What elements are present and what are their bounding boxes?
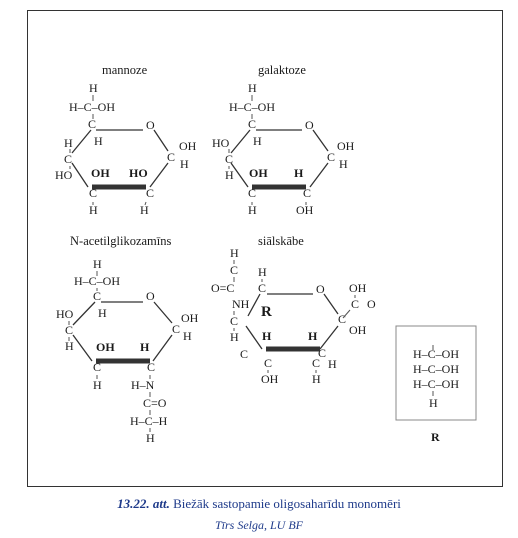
galaktoze-h1: H — [248, 81, 257, 95]
nacetil-oh-mid: OH — [96, 340, 115, 354]
mannoze-hbr: H — [140, 203, 149, 217]
mannoze-cr: C — [167, 150, 176, 164]
mannoze-structure — [55, 63, 197, 217]
galaktoze-ohb: OH — [296, 203, 314, 217]
nacetil-ring-o: O — [146, 289, 155, 303]
r-group-row-2: H–C–OH — [413, 362, 460, 376]
galaktoze-ring-o: O — [305, 118, 314, 132]
mannoze-hr: H — [180, 157, 189, 171]
nacetil-hr: H — [183, 329, 192, 343]
sialskabe-cr: C — [338, 312, 347, 326]
nacetil-label: N-acetilglikozamīns — [70, 234, 172, 248]
sialskabe-oh-right: OH — [349, 323, 367, 337]
galaktoze-ho: HO — [212, 136, 230, 150]
sialskabe-c-b2: C — [312, 356, 321, 370]
galaktoze-hcoh: H–C–OH — [229, 100, 276, 114]
galaktoze-h-mid: H — [294, 166, 304, 180]
r-group-bottom-h: H — [429, 396, 438, 410]
nacetil-ho: HO — [56, 307, 74, 321]
galaktoze-hbl: H — [248, 203, 257, 217]
mannoze-h1: H — [89, 81, 98, 95]
mannoze-cbl: C — [89, 186, 98, 200]
galaktoze-oh-right: OH — [337, 139, 355, 153]
nacetil-c1: C — [93, 289, 102, 303]
figure-caption — [0, 496, 518, 512]
mannoze-hc: H — [64, 136, 73, 150]
galaktoze-cbr: C — [303, 186, 312, 200]
mannoze-oh-left: OH — [91, 166, 110, 180]
mannoze-h2: H — [94, 134, 103, 148]
mannoze-hcoh: H–C–OH — [69, 100, 116, 114]
mannoze-c1: C — [88, 117, 97, 131]
r-group — [396, 326, 476, 444]
sialskabe-label: siālskābe — [258, 234, 304, 248]
sialskabe-c-bl: C — [240, 347, 249, 361]
mannoze-cl: C — [64, 152, 73, 166]
sialskabe-ctl: C — [258, 281, 267, 295]
sialskabe-oh-b1: OH — [261, 372, 279, 386]
galaktoze-c1: C — [248, 117, 257, 131]
nacetil-cbl: C — [93, 360, 102, 374]
galaktoze-h3: H — [225, 168, 234, 182]
sialskabe-h-m: H — [308, 329, 318, 343]
sialskabe-structure — [211, 234, 376, 386]
galaktoze-oh-mid: OH — [249, 166, 268, 180]
nacetil-hlast: H — [146, 431, 155, 445]
sialskabe-h-b2: H — [312, 372, 321, 386]
galaktoze-hr: H — [339, 157, 348, 171]
mannoze-hbl: H — [89, 203, 98, 217]
sialskabe-c-n: C — [230, 314, 239, 328]
nacetil-cr: C — [172, 322, 181, 336]
mannoze-label: mannoze — [102, 63, 148, 77]
sialskabe-nh: NH — [232, 297, 250, 311]
mannoze-ho: HO — [55, 168, 73, 182]
sialskabe-hc: H — [258, 265, 267, 279]
galaktoze-cl: C — [225, 152, 234, 166]
nacetil-oh-right: OH — [181, 311, 199, 325]
mannoze-cbr: C — [146, 186, 155, 200]
nacetil-hch: H–C–H — [130, 414, 168, 428]
sialskabe-o-cooh: O — [367, 297, 376, 311]
r-group-label: R — [431, 430, 440, 444]
sialskabe-h-bl: H — [262, 329, 272, 343]
sialskabe-ring-o: O — [316, 282, 325, 296]
r-group-row-3: H–C–OH — [413, 377, 460, 391]
sialskabe-c-b1: C — [264, 356, 273, 370]
nacetil-hbl: H — [93, 378, 102, 392]
mannoze-ho-mid: HO — [129, 166, 148, 180]
nacetil-h1: H — [93, 257, 102, 271]
nacetil-hn: H–N — [131, 378, 155, 392]
nacetil-hcoh: H–C–OH — [74, 274, 121, 288]
nacetil-structure — [56, 234, 199, 445]
galaktoze-structure — [212, 63, 355, 217]
nacetil-h2: H — [98, 306, 107, 320]
nacetil-h3: H — [65, 339, 74, 353]
nacetil-h-mid: H — [140, 340, 150, 354]
nacetil-cdo: C=O — [143, 396, 167, 410]
sialskabe-o-eq: O=C — [211, 281, 235, 295]
sialskabe-c-cooh: C — [351, 297, 360, 311]
galaktoze-cr: C — [327, 150, 336, 164]
figure-number: 13.22. att. — [117, 496, 170, 511]
sialskabe-h-top: H — [230, 246, 239, 260]
nacetil-cl: C — [65, 323, 74, 337]
figure-caption-text: Biežāk sastopamie oligosaharīdu monomēri — [173, 496, 401, 511]
sialskabe-r: R — [261, 304, 272, 320]
galaktoze-label: galaktoze — [258, 63, 306, 77]
galaktoze-cbl: C — [248, 186, 257, 200]
sialskabe-oh-cooh: OH — [349, 281, 367, 295]
nacetil-cbr: C — [147, 360, 156, 374]
sialskabe-h-br: H — [328, 357, 337, 371]
sialskabe-c-br: C — [318, 346, 327, 360]
mannoze-oh-right: OH — [179, 139, 197, 153]
sialskabe-c-top: C — [230, 263, 239, 277]
galaktoze-h2: H — [253, 134, 262, 148]
sialskabe-h-n: H — [230, 330, 239, 344]
figure-credit: Tīrs Selga, LU BF — [214, 518, 303, 532]
r-group-row-1: H–C–OH — [413, 347, 460, 361]
mannoze-ring-o: O — [146, 118, 155, 132]
